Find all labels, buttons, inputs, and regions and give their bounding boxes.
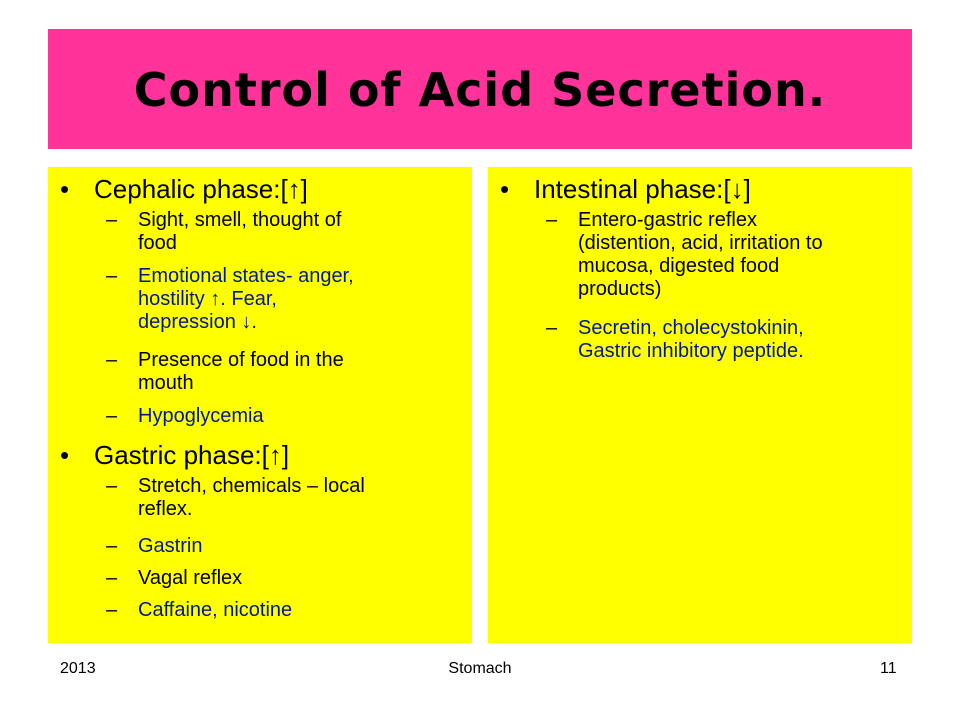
gastric-item-gastrin: – Gastrin (106, 535, 203, 557)
gastric-item-stretch: – Stretch, chemicals – local reflex. (106, 475, 365, 520)
dash-icon: – (106, 567, 118, 589)
dash-icon: – (546, 209, 558, 231)
left-panel (48, 167, 472, 643)
slide-title: Control of Acid Secretion. (133, 63, 827, 117)
dash-icon: – (106, 599, 118, 621)
dash-icon: – (106, 209, 118, 231)
intestinal-item-reflex: – Entero-gastric reflex (distention, acid, irritation to mucosa, digested food products) (546, 209, 823, 300)
dash-icon: – (106, 405, 118, 427)
bullet-icon: • (500, 174, 510, 204)
cephalic-heading: • Cephalic phase:[↑] (60, 174, 308, 204)
dash-icon: – (106, 475, 118, 497)
gastric-heading: • Gastric phase:[↑] (60, 440, 290, 470)
intestinal-item-secretin: – Secretin, cholecystokinin, Gastric inhibitory peptide. (546, 317, 804, 362)
dash-icon: – (106, 535, 118, 557)
cephalic-item-sight: – Sight, smell, thought of food (106, 209, 342, 254)
footer-page-number: 11 (880, 660, 897, 677)
dash-icon: – (106, 349, 118, 371)
title-bar (48, 29, 912, 149)
gastric-item-caffaine: – Caffaine, nicotine (106, 599, 293, 621)
right-panel (488, 167, 912, 643)
dash-icon: – (106, 265, 118, 287)
cephalic-item-hypoglycemia: – Hypoglycemia (106, 405, 264, 427)
cephalic-item-emotional: – Emotional states- anger, hostility ↑. Fear, depression ↓. (106, 265, 354, 333)
intestinal-heading: • Intestinal phase:[↓] (500, 174, 751, 204)
bullet-icon: • (60, 174, 70, 204)
footer-topic: Stomach (448, 660, 512, 677)
dash-icon: – (546, 317, 558, 339)
footer-year: 2013 (60, 660, 96, 677)
gastric-item-vagal: – Vagal reflex (106, 567, 243, 589)
cephalic-item-presence: – Presence of food in the mouth (106, 349, 344, 394)
bullet-icon: • (60, 440, 70, 470)
